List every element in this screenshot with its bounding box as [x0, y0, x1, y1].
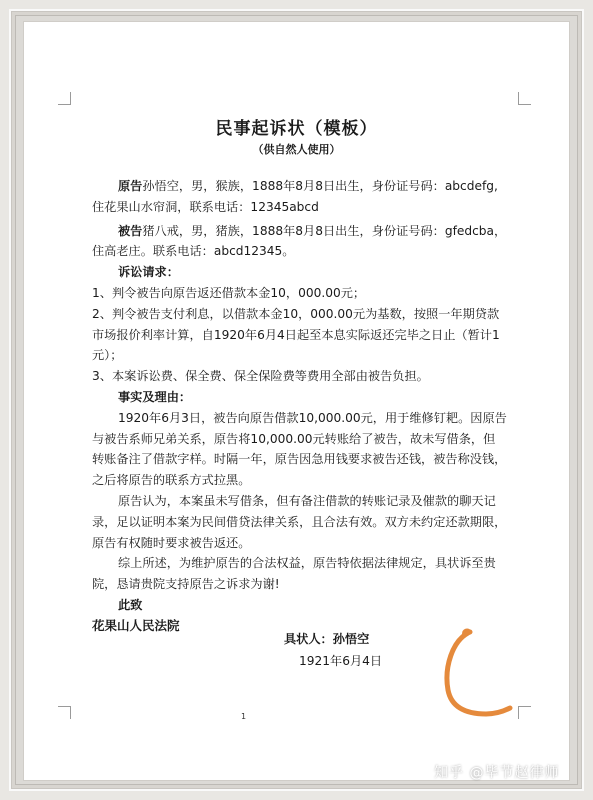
defendant-text: 猪八戒，男，猪族，1888年8月8日出生，身份证号码：gfedcba，住高老庄。联系电话：abcd12345。	[92, 223, 507, 259]
plaintiff-text: 孙悟空，男，猴族，1888年8月8日出生，身份证号码：abcdefg,住花果山水帘洞，联系电话：12345abcd	[92, 179, 498, 214]
signer-line	[284, 630, 369, 647]
sign-date: 1921年6月4日	[299, 654, 383, 668]
plaintiff-label: 原告	[118, 179, 143, 193]
court-name: 花果山人民法院	[92, 617, 180, 633]
facts-paragraph: 原告认为，本案虽未写借条，但有备注借款的转账记录及催款的聊天记录，足以证明本案为民间借贷法律关系，且合法有效。双方未约定还款期限，原告有权随时要求被告返还。	[92, 493, 507, 550]
defendant-paragraph	[92, 221, 507, 263]
claim-item: 2、判令被告支付利息，以借款本金10，000.00元为基数，按照一年期贷款市场报价利率计算，自1920年6月4日起至本息实际返还完毕之日止（暂计1元）；	[92, 306, 500, 363]
claims-heading: 诉讼请求：	[118, 265, 179, 280]
defendant-label: 被告	[118, 223, 143, 238]
facts-heading: 事实及理由：	[118, 389, 192, 404]
watermark-text: 知乎 @毕节赵律师	[434, 765, 560, 781]
signer-name: 孙悟空	[332, 632, 370, 646]
facts-paragraph: 1920年6月3日，被告向原告借款10,000.00元，用于维修钉耙。因原告与被告系师兄弟关系，原告将10,000.00元转账给了被告，故未写借条，但转账备注了借款字样。时隔一年，原告因急用钱要求被告还钱，被告称没钱，之后将原告的联系方式拉黑。	[92, 410, 507, 488]
document-body	[92, 176, 507, 637]
facts-paragraph: 综上所述，为维护原告的合法权益，原告特依据法律规定，具状诉至贵院，恳请贵院支持原告之诉求为谢!	[92, 556, 496, 592]
signer-label: 具状人：	[284, 632, 333, 646]
page-number: 1	[241, 712, 247, 721]
crop-mark-top-right	[518, 92, 531, 105]
plaintiff-paragraph	[92, 176, 507, 218]
claim-item: 1、判令被告向原告返还借款本金10，000.00元；	[92, 285, 366, 300]
document-title: 民事起诉状（模板）	[215, 119, 378, 139]
document-subtitle: （供自然人使用）	[252, 143, 341, 156]
crop-mark-bottom-left	[58, 706, 71, 719]
crop-mark-top-left	[58, 92, 71, 105]
closing-phrase: 此致	[118, 597, 143, 612]
claim-item: 3、本案诉讼费、保全费、保全保险费等费用全部由被告负担。	[92, 369, 429, 384]
signature-mark-icon	[434, 620, 534, 730]
